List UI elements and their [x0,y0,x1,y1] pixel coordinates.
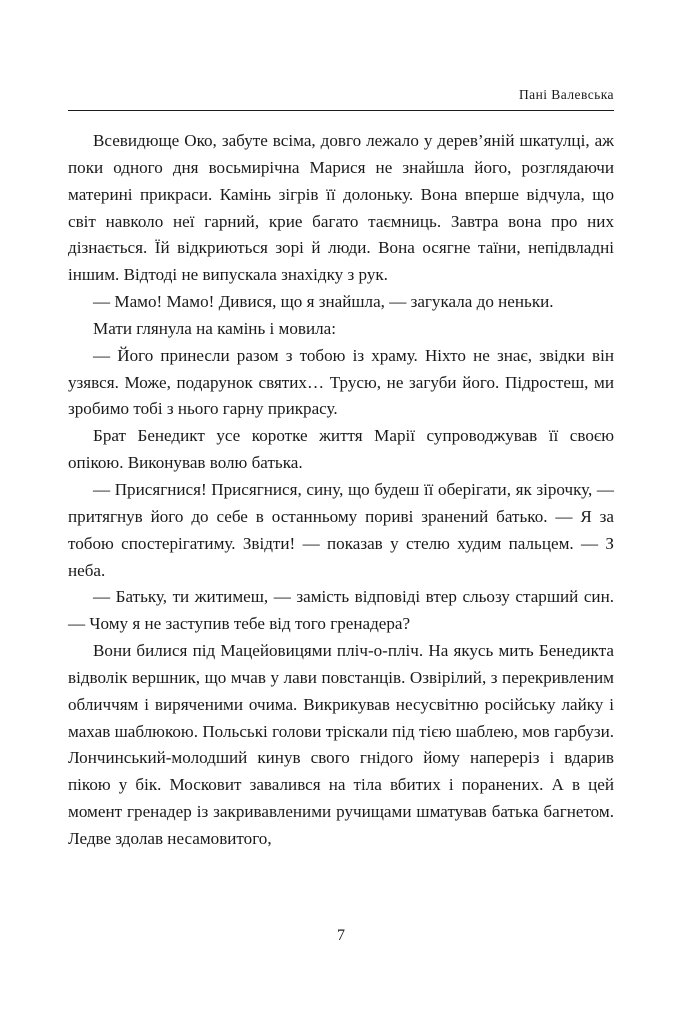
paragraph: Мати глянула на камінь і мовила: [93,318,337,338]
paragraph: — Його принесли разом з тобою із храму. Ніхто не знає, звідки він узявся. Може, подарунок святих… Трусю, не загуби його. Підростеш, ми зробимо тобі з нього гарну прикрасу. [68,345,614,419]
paragraph: Брат Бенедикт усе коротке життя Марії супроводжував її своєю опікою. Виконував волю батька. [68,426,614,473]
running-head: Пані Валевська [518,87,614,102]
paragraph: — Мамо! Мамо! Дивися, що я знайшла, — загукала до неньки. [93,292,554,312]
page-number: 7 [337,927,345,944]
header-rule [68,110,614,111]
paragraph: Вони билися під Мацейовицями пліч-о-пліч. На якусь мить Бенедикта відволік вершник, що мчав у лави повстанців. Озвірілий, з перекривленим обличчям і виряченими очима. Викрикував несусвітню російську лайку і махав шаблюкою. Польські голови тріскали під тією шаблею, мов гарбузи. Лончинський-молодший кинув свого гнідого йому наперeріз і вдарив пікою у бік. Московит завалився на тіла вбитих і поранених. А в цей момент гренадер із закривавленими ручищами шматував батька багнетом. Ледве здолав несамовитого, [68,641,614,848]
body-text [68,128,614,853]
paragraph: Всевидюще Око, забуте всіма, довго лежало у дерев’яній шкатулці, аж поки одного дня восьмирічна Марися не знайшла його, розглядаючи материні прикраси. Камінь зігрів її долоньку. Вона вперше відчула, що світ навколо неї гарний, крие багато таємниць. Завтра вона про них дізнається. Їй відкриються зорі й люди. Вона осягне таїни, непідвладні іншим. Відтоді не випускала знахідку з рук. [68,131,614,285]
paragraph: — Присягнися! Присягнися, сину, що будеш її оберігати, як зірочку, — притягнув його до себе в останньому пориві зранений батько. — Я за тобою спостерігатиму. Звідти! — показав у стелю худим пальцем. — З неба. [68,479,614,580]
paragraph: — Батьку, ти житимеш, — замість відповіді втер сльозу старший син. — Чому я не заступив тебе від того гренадера? [68,587,614,634]
